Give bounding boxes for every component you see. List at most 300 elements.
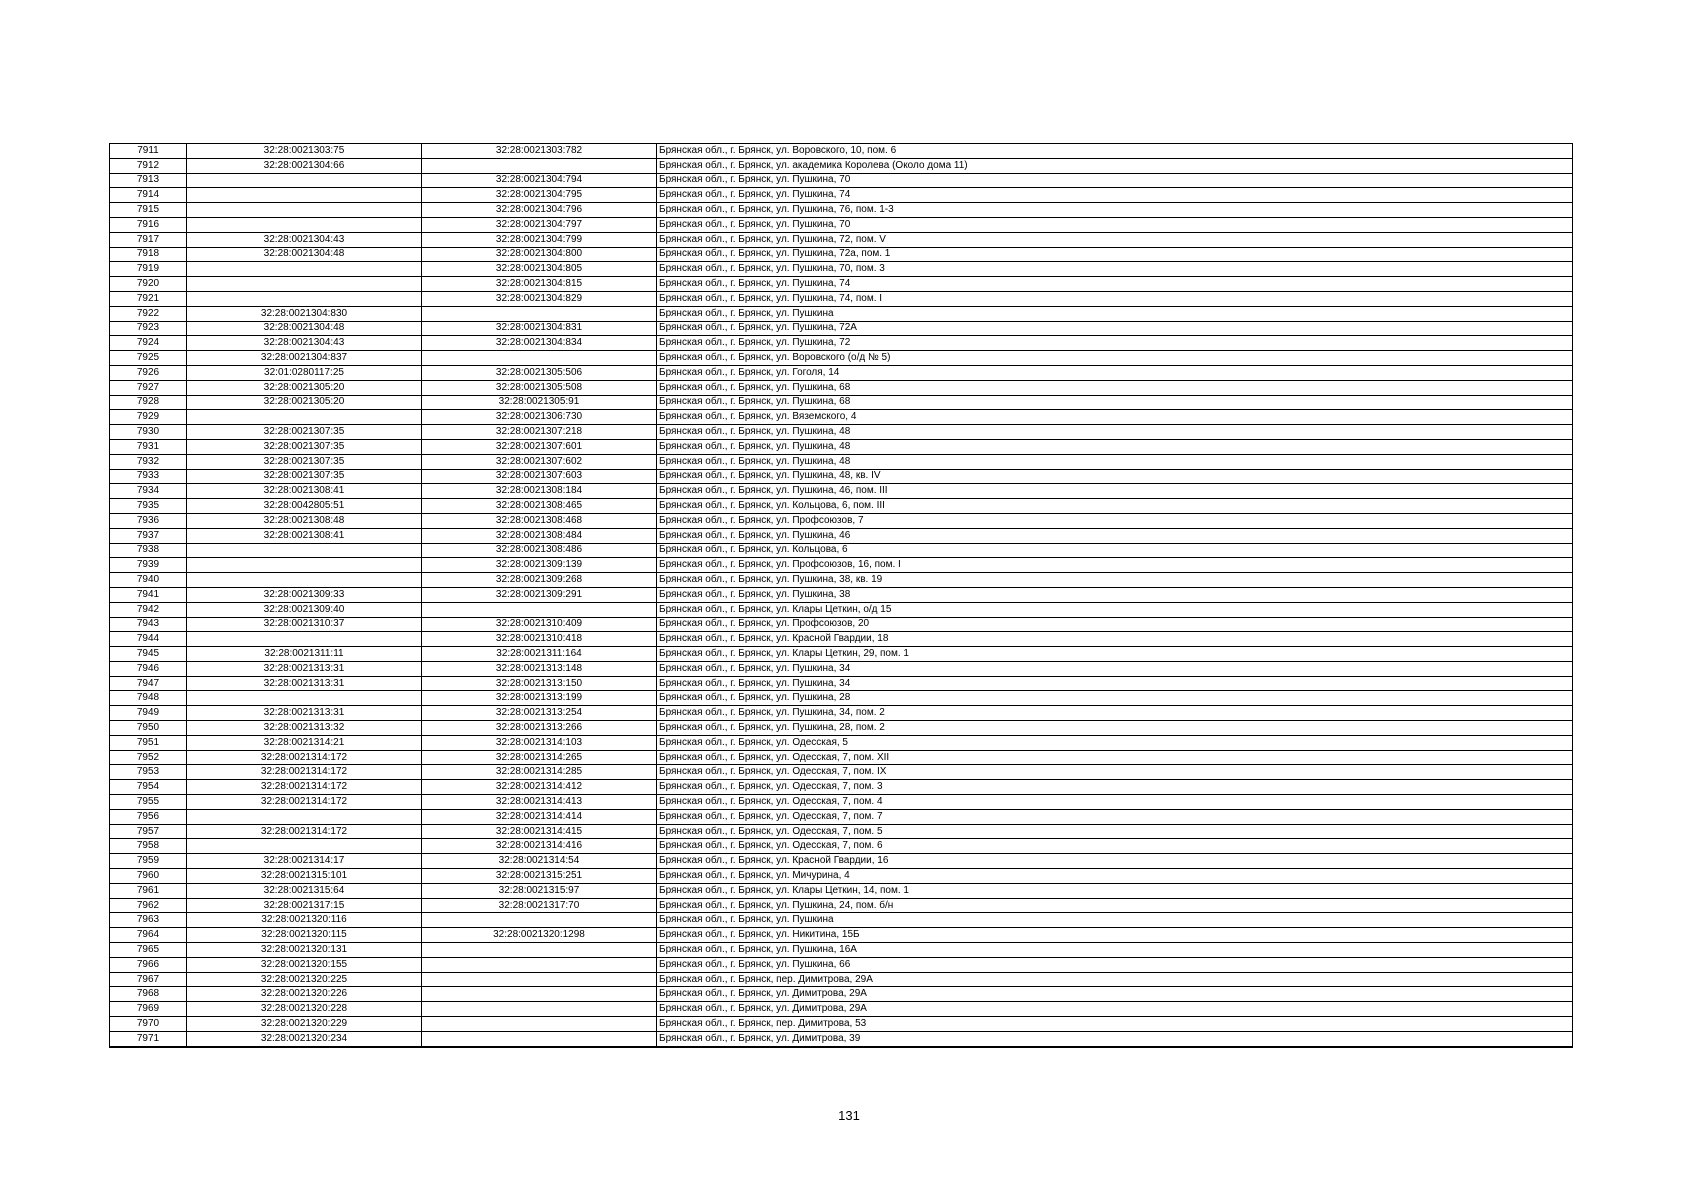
address-cell: Брянская обл., г. Брянск, ул. Пушкина, 28: [657, 691, 1573, 706]
object-number-cell: 32:28:0021314:265: [422, 750, 657, 765]
object-number-cell: 32:28:0021309:268: [422, 573, 657, 588]
address-cell: Брянская обл., г. Брянск, ул. академика Королева (Около дома 11): [657, 158, 1573, 173]
cadastral-number-cell: 32:28:0021308:48: [187, 513, 422, 528]
table-row: [110, 573, 1573, 588]
table-row: [110, 321, 1573, 336]
address-cell: Брянская обл., г. Брянск, ул. Пушкина, 46, пом. III: [657, 484, 1573, 499]
row-number-cell: 7931: [110, 439, 187, 454]
row-number-cell: 7923: [110, 321, 187, 336]
row-number-cell: 7966: [110, 957, 187, 972]
cadastral-number-cell: [187, 188, 422, 203]
cadastral-number-cell: 32:28:0021309:40: [187, 602, 422, 617]
object-number-cell: [422, 987, 657, 1002]
row-number-cell: 7941: [110, 587, 187, 602]
cadastral-number-cell: 32:28:0021315:101: [187, 869, 422, 884]
table-row: [110, 188, 1573, 203]
object-number-cell: 32:28:0021304:805: [422, 262, 657, 277]
table-row: [110, 735, 1573, 750]
object-number-cell: [422, 972, 657, 987]
cadastral-number-cell: 32:28:0021304:43: [187, 336, 422, 351]
object-number-cell: 32:28:0021307:602: [422, 454, 657, 469]
object-number-cell: 32:28:0021304:831: [422, 321, 657, 336]
cadastral-number-cell: 32:28:0021317:15: [187, 898, 422, 913]
table-row: [110, 380, 1573, 395]
address-cell: Брянская обл., г. Брянск, ул. Воровского, 10, пом. 6: [657, 144, 1573, 159]
cadastral-number-cell: 32:28:0021305:20: [187, 395, 422, 410]
address-cell: Брянская обл., г. Брянск, ул. Пушкина, 68: [657, 395, 1573, 410]
object-number-cell: 32:28:0021315:251: [422, 869, 657, 884]
cadastral-number-cell: 32:28:0021313:31: [187, 706, 422, 721]
address-cell: Брянская обл., г. Брянск, ул. Одесская, 5: [657, 735, 1573, 750]
address-cell: Брянская обл., г. Брянск, ул. Профсоюзов, 7: [657, 513, 1573, 528]
row-number-cell: 7969: [110, 1002, 187, 1017]
row-number-cell: 7926: [110, 365, 187, 380]
table-row: [110, 795, 1573, 810]
cadastral-number-cell: 32:28:0021314:17: [187, 854, 422, 869]
cadastral-number-cell: [187, 262, 422, 277]
cadastral-number-cell: 32:28:0021320:131: [187, 943, 422, 958]
object-number-cell: 32:28:0021304:794: [422, 173, 657, 188]
table-row: [110, 1017, 1573, 1032]
object-number-cell: 32:28:0021314:414: [422, 809, 657, 824]
address-cell: Брянская обл., г. Брянск, ул. Пушкина, 28, пом. 2: [657, 721, 1573, 736]
cadastral-number-cell: 32:28:0021307:35: [187, 425, 422, 440]
table-row: [110, 291, 1573, 306]
object-number-cell: 32:28:0021310:409: [422, 617, 657, 632]
address-cell: Брянская обл., г. Брянск, ул. Пушкина, 48: [657, 439, 1573, 454]
address-cell: Брянская обл., г. Брянск, ул. Одесская, 7, пом. 7: [657, 809, 1573, 824]
table-row: [110, 928, 1573, 943]
cadastral-number-cell: 32:28:0021304:43: [187, 232, 422, 247]
cadastral-number-cell: 32:28:0042805:51: [187, 499, 422, 514]
table-row: [110, 543, 1573, 558]
object-number-cell: 32:28:0021306:730: [422, 410, 657, 425]
address-cell: Брянская обл., г. Брянск, ул. Пушкина, 74: [657, 277, 1573, 292]
table-row: [110, 469, 1573, 484]
cadastral-number-cell: 32:28:0021307:35: [187, 469, 422, 484]
address-cell: Брянская обл., г. Брянск, ул. Клары Цеткин, 14, пом. 1: [657, 883, 1573, 898]
table-row: [110, 617, 1573, 632]
object-number-cell: 32:28:0021304:799: [422, 232, 657, 247]
object-number-cell: 32:28:0021313:150: [422, 676, 657, 691]
row-number-cell: 7928: [110, 395, 187, 410]
cadastral-number-cell: 32:28:0021308:41: [187, 484, 422, 499]
address-cell: Брянская обл., г. Брянск, ул. Димитрова, 39: [657, 1031, 1573, 1046]
row-number-cell: 7954: [110, 780, 187, 795]
address-cell: Брянская обл., г. Брянск, ул. Одесская, 7, пом. 4: [657, 795, 1573, 810]
cadastral-number-cell: 32:28:0021320:226: [187, 987, 422, 1002]
cadastral-number-cell: 32:28:0021310:37: [187, 617, 422, 632]
address-cell: Брянская обл., г. Брянск, ул. Пушкина, 74, пом. I: [657, 291, 1573, 306]
address-cell: Брянская обл., г. Брянск, ул. Одесская, 7, пом. 5: [657, 824, 1573, 839]
row-number-cell: 7929: [110, 410, 187, 425]
cadastral-number-cell: 32:28:0021307:35: [187, 439, 422, 454]
table-row: [110, 706, 1573, 721]
object-number-cell: 32:28:0021304:834: [422, 336, 657, 351]
address-cell: Брянская обл., г. Брянск, ул. Пушкина, 38: [657, 587, 1573, 602]
address-cell: Брянская обл., г. Брянск, ул. Пушкина, 72: [657, 336, 1573, 351]
row-number-cell: 7970: [110, 1017, 187, 1032]
object-number-cell: 32:28:0021320:1298: [422, 928, 657, 943]
address-cell: Брянская обл., г. Брянск, ул. Пушкина, 24, пом. б/н: [657, 898, 1573, 913]
object-number-cell: 32:28:0021314:412: [422, 780, 657, 795]
table-row: [110, 943, 1573, 958]
row-number-cell: 7957: [110, 824, 187, 839]
cadastral-number-cell: [187, 410, 422, 425]
cadastral-number-cell: 32:28:0021313:31: [187, 676, 422, 691]
table-row: [110, 824, 1573, 839]
row-number-cell: 7950: [110, 721, 187, 736]
table-row: [110, 750, 1573, 765]
cadastral-number-cell: 32:28:0021320:115: [187, 928, 422, 943]
cadastral-number-cell: 32:28:0021311:11: [187, 647, 422, 662]
address-cell: Брянская обл., г. Брянск, ул. Пушкина, 48: [657, 425, 1573, 440]
row-number-cell: 7915: [110, 203, 187, 218]
row-number-cell: 7960: [110, 869, 187, 884]
cadastral-number-cell: [187, 632, 422, 647]
object-number-cell: 32:28:0021313:254: [422, 706, 657, 721]
cadastral-number-cell: 32:28:0021314:172: [187, 780, 422, 795]
row-number-cell: 7921: [110, 291, 187, 306]
address-cell: Брянская обл., г. Брянск, ул. Пушкина, 48: [657, 454, 1573, 469]
table-row: [110, 691, 1573, 706]
row-number-cell: 7936: [110, 513, 187, 528]
object-number-cell: 32:28:0021305:508: [422, 380, 657, 395]
object-number-cell: 32:28:0021308:484: [422, 528, 657, 543]
address-cell: Брянская обл., г. Брянск, ул. Пушкина, 34, пом. 2: [657, 706, 1573, 721]
table-row: [110, 972, 1573, 987]
table-row: [110, 144, 1573, 159]
object-number-cell: 32:28:0021304:800: [422, 247, 657, 262]
table-row: [110, 336, 1573, 351]
object-number-cell: 32:28:0021308:184: [422, 484, 657, 499]
object-number-cell: 32:28:0021309:139: [422, 558, 657, 573]
object-number-cell: [422, 1017, 657, 1032]
object-number-cell: 32:28:0021307:218: [422, 425, 657, 440]
row-number-cell: 7943: [110, 617, 187, 632]
table-row: [110, 661, 1573, 676]
row-number-cell: 7956: [110, 809, 187, 824]
object-number-cell: 32:28:0021314:103: [422, 735, 657, 750]
table-row: [110, 247, 1573, 262]
address-cell: Брянская обл., г. Брянск, ул. Никитина, 15Б: [657, 928, 1573, 943]
table-row: [110, 158, 1573, 173]
cadastral-number-cell: [187, 691, 422, 706]
object-number-cell: 32:28:0021314:285: [422, 765, 657, 780]
row-number-cell: 7955: [110, 795, 187, 810]
object-number-cell: 32:28:0021311:164: [422, 647, 657, 662]
table-row: [110, 1002, 1573, 1017]
address-cell: Брянская обл., г. Брянск, ул. Димитрова, 29А: [657, 1002, 1573, 1017]
object-number-cell: 32:28:0021308:468: [422, 513, 657, 528]
table-row: [110, 351, 1573, 366]
object-number-cell: 32:28:0021307:603: [422, 469, 657, 484]
address-cell: Брянская обл., г. Брянск, ул. Пушкина, 68: [657, 380, 1573, 395]
object-number-cell: 32:28:0021304:796: [422, 203, 657, 218]
address-cell: Брянская обл., г. Брянск, ул. Одесская, 7, пом. 6: [657, 839, 1573, 854]
address-cell: Брянская обл., г. Брянск, ул. Пушкина, 38, кв. 19: [657, 573, 1573, 588]
table-row: [110, 365, 1573, 380]
table-row: [110, 602, 1573, 617]
table-row: [110, 203, 1573, 218]
table-row: [110, 809, 1573, 824]
row-number-cell: 7914: [110, 188, 187, 203]
address-cell: Брянская обл., г. Брянск, ул. Пушкина, 70, пом. 3: [657, 262, 1573, 277]
cadastral-number-cell: 32:28:0021313:32: [187, 721, 422, 736]
row-number-cell: 7952: [110, 750, 187, 765]
address-cell: Брянская обл., г. Брянск, ул. Пушкина: [657, 306, 1573, 321]
cadastral-number-cell: 32:28:0021320:229: [187, 1017, 422, 1032]
table-row: [110, 869, 1573, 884]
address-cell: Брянская обл., г. Брянск, ул. Пушкина, 34: [657, 676, 1573, 691]
row-number-cell: 7963: [110, 913, 187, 928]
row-number-cell: 7948: [110, 691, 187, 706]
row-number-cell: 7971: [110, 1031, 187, 1046]
registry-table-body: [110, 144, 1573, 1047]
object-number-cell: [422, 943, 657, 958]
address-cell: Брянская обл., г. Брянск, ул. Профсоюзов, 16, пом. I: [657, 558, 1573, 573]
cadastral-number-cell: 32:28:0021304:66: [187, 158, 422, 173]
row-number-cell: 7947: [110, 676, 187, 691]
table-row: [110, 587, 1573, 602]
cadastral-number-cell: 32:28:0021314:172: [187, 824, 422, 839]
table-row: [110, 883, 1573, 898]
address-cell: Брянская обл., г. Брянск, ул. Гоголя, 14: [657, 365, 1573, 380]
row-number-cell: 7964: [110, 928, 187, 943]
cadastral-number-cell: 32:28:0021320:155: [187, 957, 422, 972]
cadastral-number-cell: 32:01:0280117:25: [187, 365, 422, 380]
object-number-cell: 32:28:0021313:199: [422, 691, 657, 706]
object-number-cell: 32:28:0021303:782: [422, 144, 657, 159]
row-number-cell: 7958: [110, 839, 187, 854]
row-number-cell: 7911: [110, 144, 187, 159]
cadastral-number-cell: 32:28:0021304:48: [187, 247, 422, 262]
object-number-cell: 32:28:0021313:266: [422, 721, 657, 736]
cadastral-number-cell: 32:28:0021320:116: [187, 913, 422, 928]
table-row: [110, 957, 1573, 972]
address-cell: Брянская обл., г. Брянск, ул. Мичурина, 4: [657, 869, 1573, 884]
object-number-cell: 32:28:0021313:148: [422, 661, 657, 676]
object-number-cell: 32:28:0021308:486: [422, 543, 657, 558]
object-number-cell: 32:28:0021304:797: [422, 217, 657, 232]
object-number-cell: [422, 158, 657, 173]
table-row: [110, 484, 1573, 499]
table-row: [110, 306, 1573, 321]
registry-table: [109, 143, 1573, 1048]
object-number-cell: 32:28:0021314:413: [422, 795, 657, 810]
row-number-cell: 7940: [110, 573, 187, 588]
object-number-cell: 32:28:0021314:415: [422, 824, 657, 839]
cadastral-number-cell: 32:28:0021304:48: [187, 321, 422, 336]
row-number-cell: 7917: [110, 232, 187, 247]
cadastral-number-cell: 32:28:0021313:31: [187, 661, 422, 676]
table-row: [110, 632, 1573, 647]
cadastral-number-cell: [187, 291, 422, 306]
cadastral-number-cell: 32:28:0021304:830: [187, 306, 422, 321]
address-cell: Брянская обл., г. Брянск, ул. Пушкина, 70: [657, 217, 1573, 232]
table-row: [110, 854, 1573, 869]
object-number-cell: 32:28:0021317:70: [422, 898, 657, 913]
table-row: [110, 217, 1573, 232]
cadastral-number-cell: 32:28:0021315:64: [187, 883, 422, 898]
row-number-cell: 7951: [110, 735, 187, 750]
row-number-cell: 7961: [110, 883, 187, 898]
row-number-cell: 7933: [110, 469, 187, 484]
cadastral-number-cell: 32:28:0021314:172: [187, 750, 422, 765]
object-number-cell: [422, 913, 657, 928]
row-number-cell: 7968: [110, 987, 187, 1002]
table-row: [110, 780, 1573, 795]
row-number-cell: 7930: [110, 425, 187, 440]
row-number-cell: 7939: [110, 558, 187, 573]
cadastral-number-cell: 32:28:0021307:35: [187, 454, 422, 469]
cadastral-number-cell: [187, 203, 422, 218]
cadastral-number-cell: 32:28:0021314:172: [187, 795, 422, 810]
address-cell: Брянская обл., г. Брянск, ул. Пушкина, 66: [657, 957, 1573, 972]
cadastral-number-cell: [187, 809, 422, 824]
row-number-cell: 7913: [110, 173, 187, 188]
object-number-cell: 32:28:0021307:601: [422, 439, 657, 454]
cadastral-number-cell: [187, 839, 422, 854]
address-cell: Брянская обл., г. Брянск, ул. Кольцова, 6, пом. III: [657, 499, 1573, 514]
object-number-cell: [422, 306, 657, 321]
cadastral-number-cell: [187, 558, 422, 573]
table-row: [110, 439, 1573, 454]
cadastral-number-cell: 32:28:0021309:33: [187, 587, 422, 602]
cadastral-number-cell: 32:28:0021308:41: [187, 528, 422, 543]
table-row: [110, 721, 1573, 736]
address-cell: Брянская обл., г. Брянск, ул. Красной Гвардии, 16: [657, 854, 1573, 869]
object-number-cell: [422, 957, 657, 972]
page-number: 131: [838, 1108, 860, 1123]
address-cell: Брянская обл., г. Брянск, ул. Одесская, 7, пом. XII: [657, 750, 1573, 765]
object-number-cell: [422, 1002, 657, 1017]
cadastral-number-cell: 32:28:0021304:837: [187, 351, 422, 366]
cadastral-number-cell: 32:28:0021314:21: [187, 735, 422, 750]
row-number-cell: 7945: [110, 647, 187, 662]
row-number-cell: 7925: [110, 351, 187, 366]
row-number-cell: 7938: [110, 543, 187, 558]
address-cell: Брянская обл., г. Брянск, ул. Пушкина, 46: [657, 528, 1573, 543]
cadastral-number-cell: 32:28:0021314:172: [187, 765, 422, 780]
table-row: [110, 513, 1573, 528]
address-cell: Брянская обл., г. Брянск, ул. Профсоюзов, 20: [657, 617, 1573, 632]
object-number-cell: 32:28:0021308:465: [422, 499, 657, 514]
object-number-cell: 32:28:0021304:795: [422, 188, 657, 203]
object-number-cell: [422, 602, 657, 617]
table-row: [110, 410, 1573, 425]
row-number-cell: 7916: [110, 217, 187, 232]
table-row: [110, 898, 1573, 913]
cadastral-number-cell: 32:28:0021305:20: [187, 380, 422, 395]
cadastral-number-cell: [187, 543, 422, 558]
row-number-cell: 7962: [110, 898, 187, 913]
row-number-cell: 7935: [110, 499, 187, 514]
object-number-cell: 32:28:0021314:416: [422, 839, 657, 854]
cadastral-number-cell: 32:28:0021303:75: [187, 144, 422, 159]
table-row: [110, 1031, 1573, 1046]
address-cell: Брянская обл., г. Брянск, ул. Пушкина, 16А: [657, 943, 1573, 958]
table-row: [110, 395, 1573, 410]
row-number-cell: 7920: [110, 277, 187, 292]
cadastral-number-cell: 32:28:0021320:228: [187, 1002, 422, 1017]
address-cell: Брянская обл., г. Брянск, ул. Воровского (о/д № 5): [657, 351, 1573, 366]
address-cell: Брянская обл., г. Брянск, ул. Клары Цеткин, о/д 15: [657, 602, 1573, 617]
address-cell: Брянская обл., г. Брянск, ул. Пушкина, 76, пом. 1-3: [657, 203, 1573, 218]
table-row: [110, 913, 1573, 928]
object-number-cell: 32:28:0021309:291: [422, 587, 657, 602]
row-number-cell: 7937: [110, 528, 187, 543]
cadastral-number-cell: 32:28:0021320:225: [187, 972, 422, 987]
row-number-cell: 7944: [110, 632, 187, 647]
cadastral-number-cell: [187, 277, 422, 292]
row-number-cell: 7942: [110, 602, 187, 617]
cadastral-number-cell: 32:28:0021320:234: [187, 1031, 422, 1046]
table-row: [110, 558, 1573, 573]
address-cell: Брянская обл., г. Брянск, ул. Вяземского, 4: [657, 410, 1573, 425]
address-cell: Брянская обл., г. Брянск, ул. Пушкина: [657, 913, 1573, 928]
address-cell: Брянская обл., г. Брянск, ул. Пушкина, 48, кв. IV: [657, 469, 1573, 484]
table-row: [110, 676, 1573, 691]
table-row: [110, 528, 1573, 543]
address-cell: Брянская обл., г. Брянск, ул. Одесская, 7, пом. 3: [657, 780, 1573, 795]
row-number-cell: 7934: [110, 484, 187, 499]
address-cell: Брянская обл., г. Брянск, ул. Кольцова, 6: [657, 543, 1573, 558]
address-cell: Брянская обл., г. Брянск, ул. Пушкина, 74: [657, 188, 1573, 203]
row-number-cell: 7919: [110, 262, 187, 277]
object-number-cell: 32:28:0021305:506: [422, 365, 657, 380]
row-number-cell: 7946: [110, 661, 187, 676]
object-number-cell: [422, 1031, 657, 1046]
row-number-cell: 7949: [110, 706, 187, 721]
row-number-cell: 7922: [110, 306, 187, 321]
object-number-cell: [422, 351, 657, 366]
address-cell: Брянская обл., г. Брянск, ул. Пушкина, 72А: [657, 321, 1573, 336]
row-number-cell: 7918: [110, 247, 187, 262]
row-number-cell: 7912: [110, 158, 187, 173]
table-row: [110, 454, 1573, 469]
row-number-cell: 7924: [110, 336, 187, 351]
address-cell: Брянская обл., г. Брянск, ул. Пушкина, 70: [657, 173, 1573, 188]
address-cell: Брянская обл., г. Брянск, ул. Пушкина, 72, пом. V: [657, 232, 1573, 247]
object-number-cell: 32:28:0021310:418: [422, 632, 657, 647]
table-row: [110, 765, 1573, 780]
address-cell: Брянская обл., г. Брянск, ул. Клары Цеткин, 29, пом. 1: [657, 647, 1573, 662]
row-number-cell: 7967: [110, 972, 187, 987]
cadastral-number-cell: [187, 173, 422, 188]
row-number-cell: 7927: [110, 380, 187, 395]
row-number-cell: 7932: [110, 454, 187, 469]
cadastral-number-cell: [187, 217, 422, 232]
row-number-cell: 7965: [110, 943, 187, 958]
address-cell: Брянская обл., г. Брянск, ул. Одесская, 7, пом. IX: [657, 765, 1573, 780]
address-cell: Брянская обл., г. Брянск, ул. Красной Гвардии, 18: [657, 632, 1573, 647]
address-cell: Брянская обл., г. Брянск, пер. Димитрова, 29А: [657, 972, 1573, 987]
address-cell: Брянская обл., г. Брянск, пер. Димитрова, 53: [657, 1017, 1573, 1032]
table-row: [110, 425, 1573, 440]
table-row: [110, 262, 1573, 277]
object-number-cell: 32:28:0021314:54: [422, 854, 657, 869]
object-number-cell: 32:28:0021304:829: [422, 291, 657, 306]
row-number-cell: 7959: [110, 854, 187, 869]
table-row: [110, 173, 1573, 188]
address-cell: Брянская обл., г. Брянск, ул. Пушкина, 72а, пом. 1: [657, 247, 1573, 262]
table-row: [110, 277, 1573, 292]
row-number-cell: 7953: [110, 765, 187, 780]
object-number-cell: 32:28:0021305:91: [422, 395, 657, 410]
table-row: [110, 987, 1573, 1002]
address-cell: Брянская обл., г. Брянск, ул. Пушкина, 34: [657, 661, 1573, 676]
